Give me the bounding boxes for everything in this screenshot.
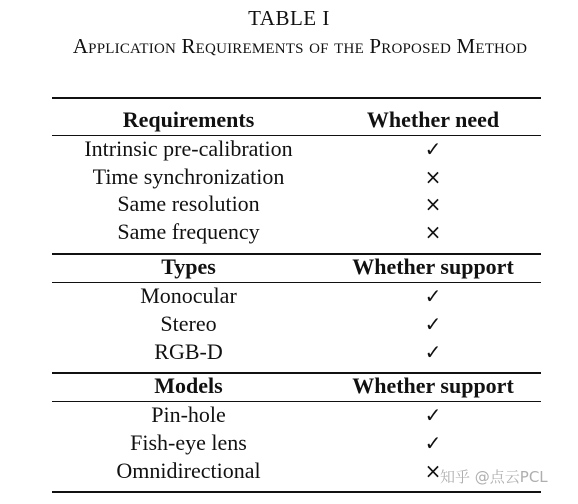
- check-mark: ✓: [424, 137, 442, 161]
- check-mark: ✓: [424, 431, 442, 455]
- cross-mark: ×: [424, 459, 442, 483]
- check-mark: ✓: [424, 340, 442, 364]
- check-mark: ✓: [424, 403, 442, 427]
- column-header-whether-need: Whether need: [366, 107, 500, 132]
- row-label: Same resolution: [117, 191, 260, 216]
- row-label: Monocular: [140, 283, 237, 308]
- row-label: Omnidirectional: [116, 458, 261, 483]
- cross-mark: ×: [424, 192, 442, 216]
- table-label: TABLE I: [248, 6, 330, 30]
- column-header-types: Types: [161, 254, 216, 279]
- row-label: Fish-eye lens: [130, 430, 247, 455]
- bottom-rule: [52, 491, 541, 493]
- column-header-whether-support: Whether support: [352, 254, 514, 279]
- check-mark: ✓: [424, 284, 442, 308]
- row-label: Stereo: [160, 311, 217, 336]
- row-label: Same frequency: [117, 219, 260, 244]
- column-header-whether-support: Whether support: [352, 373, 514, 398]
- row-label: Intrinsic pre-calibration: [84, 136, 293, 161]
- column-header-models: Models: [154, 373, 223, 398]
- cross-mark: ×: [424, 165, 442, 189]
- watermark: 知乎 @点云PCL: [440, 468, 548, 486]
- top-rule: [52, 97, 541, 99]
- table-caption: Application Requirements of the Proposed Method: [72, 34, 528, 58]
- column-header-requirements: Requirements: [122, 107, 255, 132]
- row-label: Pin-hole: [151, 402, 226, 427]
- cross-mark: ×: [424, 220, 442, 244]
- row-label: RGB-D: [154, 339, 223, 364]
- row-label: Time synchronization: [92, 164, 285, 189]
- check-mark: ✓: [424, 312, 442, 336]
